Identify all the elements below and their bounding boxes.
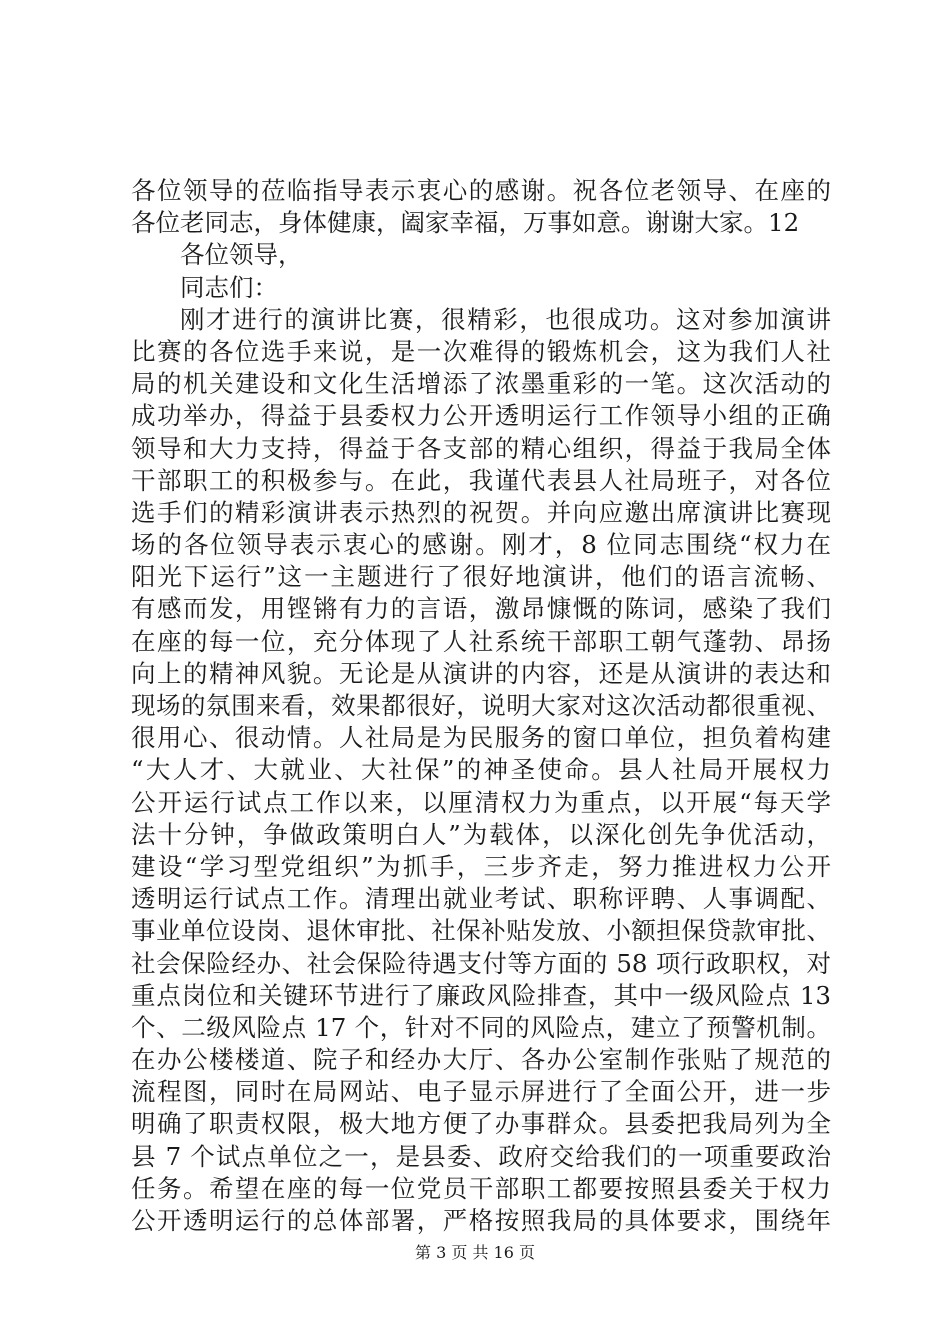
text-line: 领导和大力支持，得益于各支部的精心组织，得益于我局全体 <box>131 433 831 463</box>
salutation-line: 各位领导， <box>180 240 303 270</box>
text-line: 比赛的各位选手来说，是一次难得的锻炼机会，这为我们人社 <box>131 336 831 366</box>
text-line: 个、二级风险点 17 个，针对不同的风险点，建立了预警机制。 <box>131 1012 831 1042</box>
text-line: 局的机关建设和文化生活增添了浓墨重彩的一笔。这次活动的 <box>131 369 831 399</box>
text-line: 公开透明运行的总体部署，严格按照我局的具体要求，围绕年 <box>131 1206 831 1235</box>
paragraph-first-line: 刚才进行的演讲比赛，很精彩，也很成功。这对参加演讲 <box>180 304 831 334</box>
text-line: 公开运行试点工作以来，以厘清权力为重点，以开展“每天学 <box>131 787 831 817</box>
text-line: 明确了职责权限，极大地方便了办事群众。县委把我局列为全 <box>131 1109 831 1139</box>
text-line: “大人才、大就业、大社保”的神圣使命。县人社局开展权力 <box>131 755 831 785</box>
salutation-line: 同志们： <box>180 272 278 302</box>
body-text <box>131 175 831 1237</box>
text-line: 选手们的精彩演讲表示热烈的祝贺。并向应邀出席演讲比赛现 <box>131 497 831 527</box>
text-line: 县 7 个试点单位之一，是县委、政府交给我们的一项重要政治 <box>131 1141 831 1171</box>
text-line: 各位老同志，身体健康，阖家幸福，万事如意。谢谢大家。12 <box>131 208 800 238</box>
text-line: 重点岗位和关键环节进行了廉政风险排查，其中一级风险点 13 <box>131 980 831 1010</box>
text-line: 现场的氛围来看，效果都很好，说明大家对这次活动都很重视、 <box>131 691 831 720</box>
text-line: 事业单位设岗、退休审批、社保补贴发放、小额担保贷款审批、 <box>131 916 831 946</box>
text-line: 社会保险经办、社会保险待遇支付等方面的 58 项行政职权，对 <box>131 948 831 978</box>
text-line: 建设“学习型党组织”为抓手，三步齐走，努力推进权力公开 <box>131 851 831 881</box>
text-line: 在办公楼楼道、院子和经办大厅、各办公室制作张贴了规范的 <box>131 1045 831 1075</box>
text-line: 场的各位领导表示衷心的感谢。刚才，8 位同志围绕“权力在 <box>131 530 831 560</box>
text-line: 很用心、很动情。人社局是为民服务的窗口单位，担负着构建 <box>131 723 831 753</box>
text-line: 有感而发，用铿锵有力的言语，激昂慷慨的陈词，感染了我们 <box>131 594 831 624</box>
text-line: 向上的精神风貌。无论是从演讲的内容，还是从演讲的表达和 <box>131 658 831 688</box>
page-number-footer: 第 3 页 共 16 页 <box>415 1243 535 1262</box>
text-line: 干部职工的积极参与。在此，我谨代表县人社局班子，对各位 <box>131 465 831 495</box>
text-line: 任务。希望在座的每一位党员干部职工都要按照县委关于权力 <box>131 1173 831 1203</box>
text-line: 透明运行试点工作。清理出就业考试、职称评聘、人事调配、 <box>131 884 831 914</box>
text-line: 阳光下运行”这一主题进行了很好地演讲，他们的语言流畅、 <box>131 562 831 592</box>
text-line: 在座的每一位，充分体现了人社系统干部职工朝气蓬勃、昂扬 <box>131 626 831 656</box>
text-line: 各位领导的莅临指导表示衷心的感谢。祝各位老领导、在座的 <box>131 176 831 205</box>
text-line: 流程图，同时在局网站、电子显示屏进行了全面公开，进一步 <box>131 1077 831 1107</box>
text-line: 法十分钟，争做政策明白人”为载体，以深化创先争优活动， <box>131 819 831 849</box>
text-line: 成功举办，得益于县委权力公开透明运行工作领导小组的正确 <box>131 401 831 431</box>
